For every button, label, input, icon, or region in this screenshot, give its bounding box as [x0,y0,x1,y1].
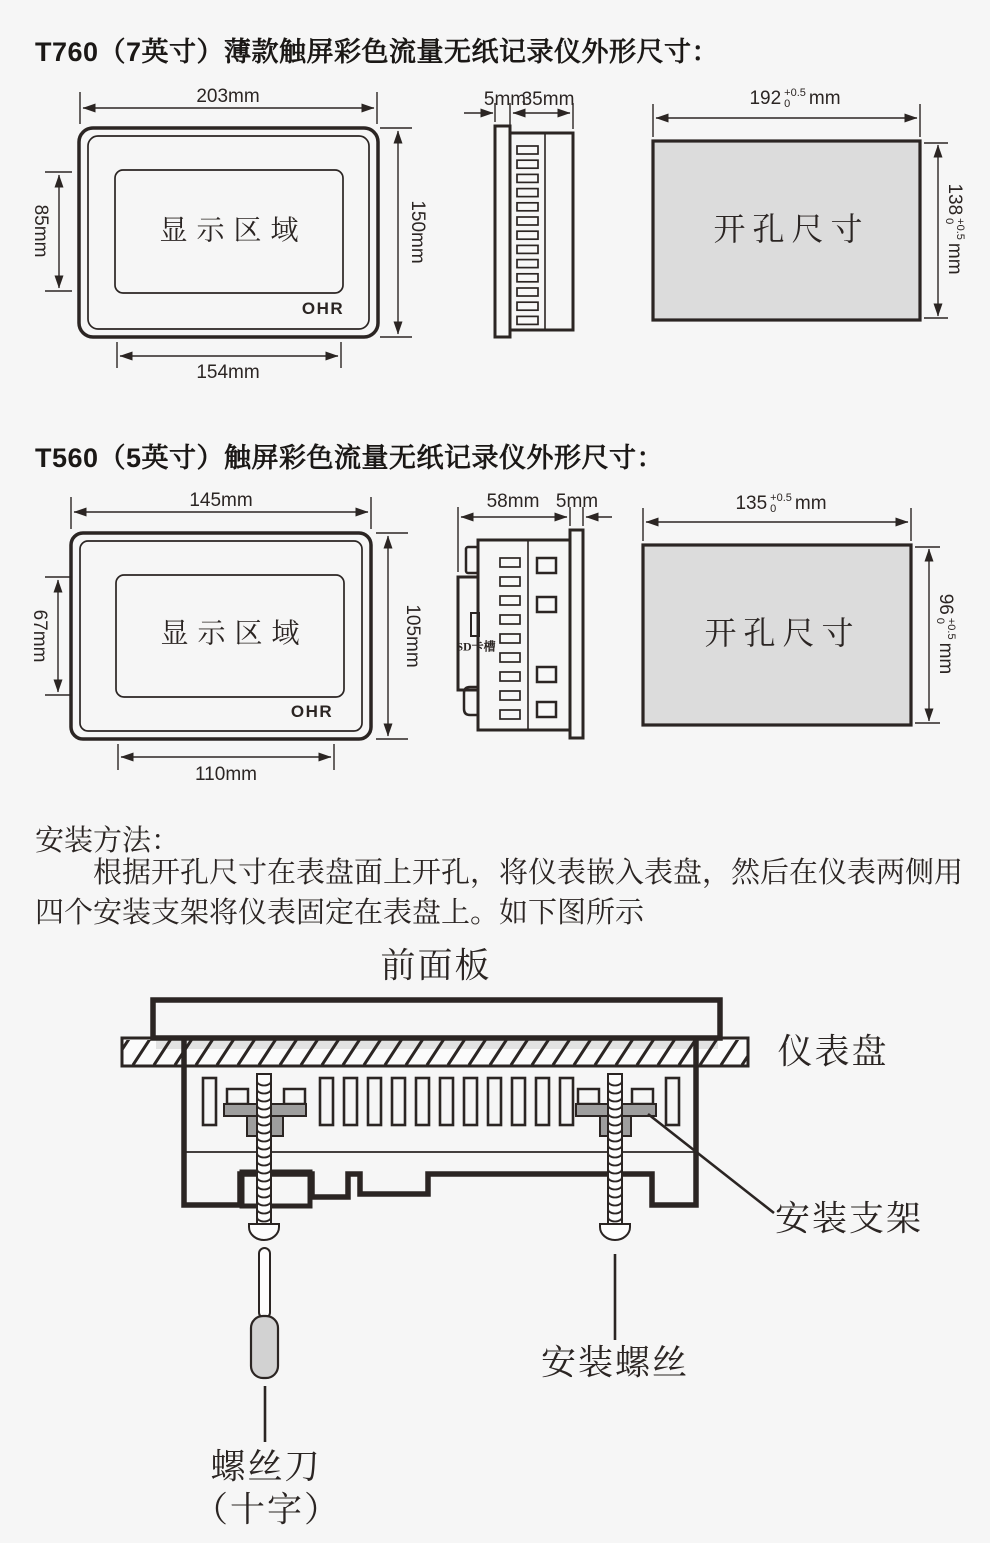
terminal-hole [537,702,556,717]
t560-cutout-label: 开孔尺寸 [704,615,861,652]
terminal-hole [537,597,556,612]
vent-slot [517,217,538,225]
tol-minus: 0 [943,218,955,225]
vent-slot [517,189,538,197]
t760-height-dim-label: 150mm [406,200,428,264]
vent-slot [500,634,520,643]
t760-brand-logo: OHR [301,299,345,319]
dim-tolerance [943,218,965,240]
dim-unit: mm [934,642,956,675]
t560-brand-logo: OHR [290,702,334,722]
dim-unit: mm [794,493,827,515]
dim-unit: mm [808,88,841,110]
bracket-leader-line [648,1114,774,1213]
vent-slot [320,1078,333,1125]
terminal-hole [537,558,556,573]
vent-slot [512,1078,525,1125]
front-panel-label: 前面板 [380,946,492,986]
vent-slot [368,1078,381,1125]
t560-top-tab [466,547,478,573]
bracket-hook [227,1089,248,1104]
dim-value: 135 [735,493,768,515]
vent-slot [500,615,520,624]
t560-rear-cover [458,577,478,690]
t560-cutout-width-dim-label [735,493,826,515]
tol-plus: +0.5 [770,492,792,504]
screwdriver [251,1248,278,1378]
install-method-paragraph: 根据开孔尺寸在表盘面上开孔，将仪表嵌入表盘，然后在仪表两侧用四个安装支架将仪表固定在表盘上。如下图所示 [35,857,964,929]
dim-value: 138 [943,183,965,216]
tol-minus: 0 [934,617,946,625]
t760-bezel-dim-label: 5mm [483,89,527,111]
vent-slot [500,710,520,719]
t560-sd-slot-label: SD卡槽 [456,639,496,654]
t560-cutout-height-dim-label [934,594,956,675]
mounting-screw-label: 安装螺丝 [540,1343,690,1383]
t560-section-title: T560（5英寸）触屏彩色流量无纸记录仪外形尺寸： [35,443,665,473]
t760-display-width-dim-label: 154mm [196,362,260,384]
screwdriver-handle [251,1316,278,1378]
vent-slot [666,1078,679,1125]
instrument-panel-label: 仪表盘 [777,1032,889,1072]
dim-unit: mm [943,242,965,275]
t760-cutout-label: 开孔尺寸 [713,211,870,248]
vent-slot [517,288,538,296]
t560-side-view [458,507,612,738]
tol-plus: +0.5 [945,617,957,640]
t560-height-dim-label: 105mm [401,604,423,668]
t760-display-height-dim-label: 85mm [29,204,51,258]
vent-slot [392,1078,405,1125]
t760-depth-dim-label: 35mm [521,89,575,111]
vent-slot [488,1078,501,1125]
t560-display-height-dim-label: 67mm [28,609,50,663]
tol-minus: 0 [770,503,777,515]
vent-slot [500,558,520,567]
vent-slot [464,1078,477,1125]
vent-slot [517,203,538,211]
vent-slot [536,1078,549,1125]
dim-tolerance [934,618,956,640]
dim-value: 192 [749,88,782,110]
vent-slot [203,1078,216,1125]
vent-slot [500,577,520,586]
dim-tolerance [770,493,792,515]
vent-slot [500,672,520,681]
t760-section-title: T760（7英寸）薄款触屏彩色流量无纸记录仪外形尺寸： [35,37,720,67]
tol-plus: +0.5 [954,218,966,240]
t760-side-bezel [495,126,510,337]
screw-head [249,1224,279,1240]
t560-display-area-label: 显示区域 [160,618,309,650]
t560-vent-slots [500,558,520,719]
t760-cutout-width-dim-label [749,88,840,110]
vent-slot [517,302,538,310]
bracket-hook [632,1089,653,1104]
vent-slot [416,1078,429,1125]
t560-width-dim-label: 145mm [189,490,253,512]
terminal-hole [537,667,556,682]
tol-minus: 0 [784,98,791,110]
t760-width-dim-label: 203mm [196,86,260,108]
t760-vent-slots [517,146,538,324]
vent-slot [500,691,520,700]
vent-slot [344,1078,357,1125]
t760-cutout-height-dim-label [943,183,965,274]
mounting-screw [600,1074,630,1240]
dim-value: 96 [934,593,956,615]
vent-slot [517,160,538,168]
screw-channel-box [242,1172,310,1206]
t560-depth-dim-label: 58mm [486,491,540,513]
vent-slot [517,231,538,239]
vent-slot [517,245,538,253]
screwdriver-label-line2: （十字） [192,1490,342,1530]
t560-side-bezel [570,530,583,738]
vent-slot [517,174,538,182]
vent-slot [500,596,520,605]
t560-display-width-dim-label: 110mm [195,764,257,786]
vent-slot [517,146,538,154]
vent-slot [517,260,538,268]
vent-slot [440,1078,453,1125]
vent-slot [500,653,520,662]
mounting-bracket-label: 安装支架 [774,1199,924,1239]
vent-slot [517,274,538,282]
bracket-hook [284,1089,305,1104]
t760-display-area-label: 显示区域 [159,215,308,247]
front-panel-rect [153,1000,720,1038]
mounting-screw [249,1074,279,1240]
install-method-heading: 安装方法： [35,825,181,857]
screw-head [600,1224,630,1240]
bracket-hook [578,1089,599,1104]
screwdriver-shaft [259,1248,270,1318]
tol-plus: +0.5 [784,87,806,99]
screwdriver-label-line1: 螺丝刀 [210,1447,322,1487]
t760-side-view [464,103,573,337]
dim-tolerance [784,88,806,110]
t560-bezel-dim-label: 5mm [555,491,599,513]
vent-slot [560,1078,573,1125]
t560-terminal-holes [537,558,556,717]
vent-slot [517,316,538,324]
